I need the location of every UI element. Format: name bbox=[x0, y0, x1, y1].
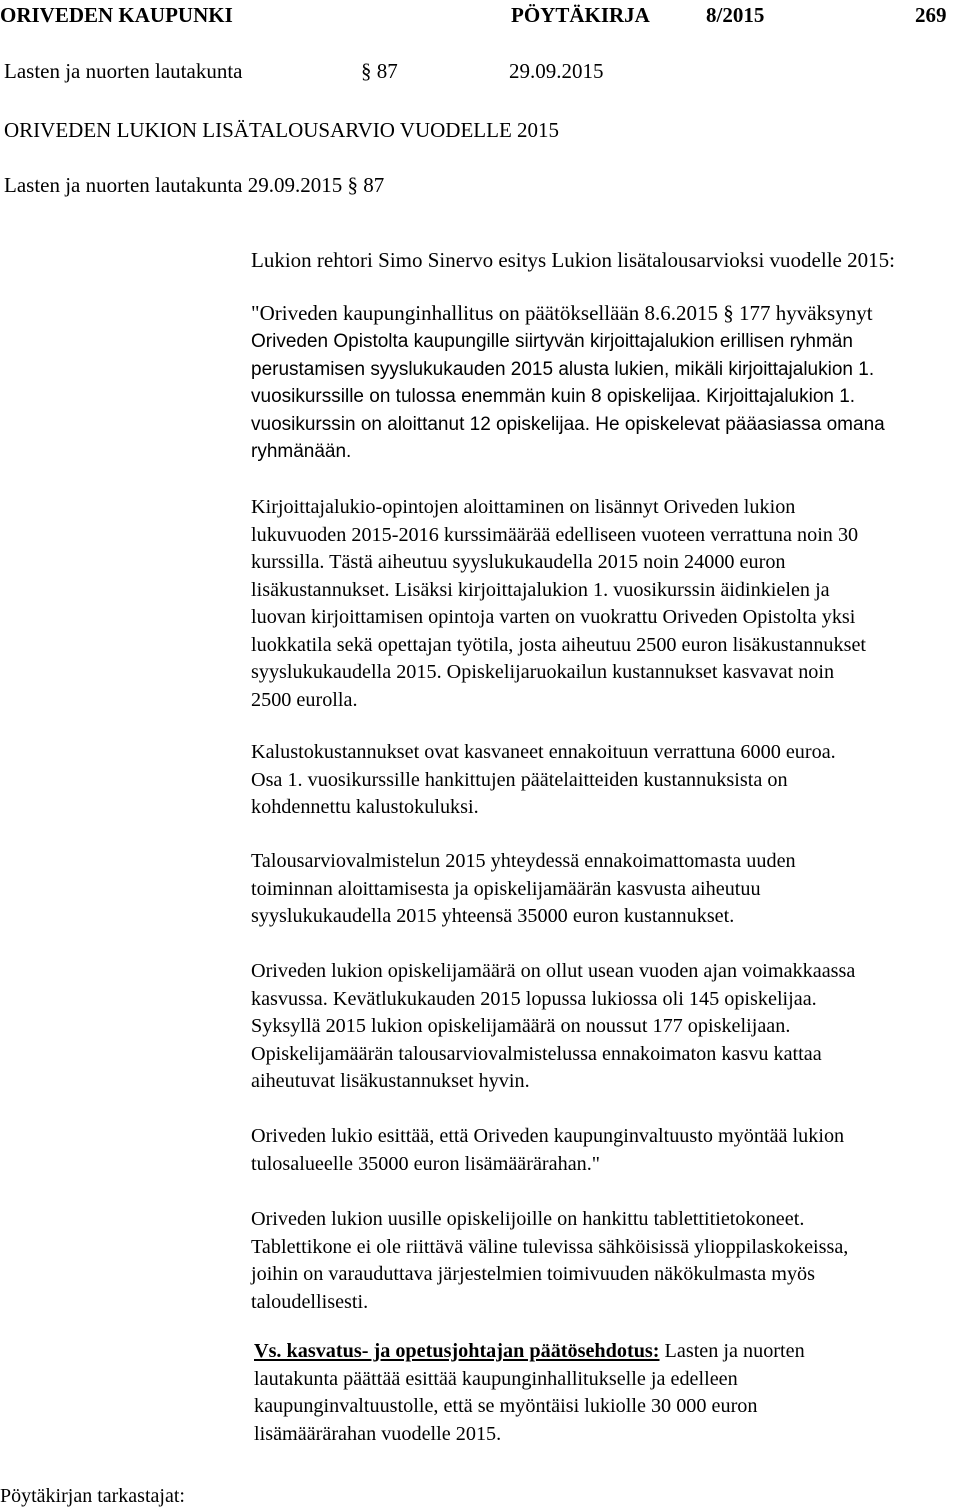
text-line: luokkatila sekä opettajan työtila, josta aiheutuu 2500 euron lisäkustannukset bbox=[251, 633, 867, 656]
quote-line: perustamisen syyslukukauden 2015 alusta lukien, mikäli kirjoittajalukion 1. bbox=[251, 358, 875, 380]
board-name: Lasten ja nuorten lautakunta bbox=[4, 59, 243, 83]
text-line: syyslukukaudella 2015 yhteensä 35000 euron kustannukset. bbox=[251, 905, 735, 927]
document-type: PÖYTÄKIRJA bbox=[511, 3, 650, 27]
text-line: Oriveden lukio esittää, että Oriveden kaupunginvaltuusto myöntää lukion bbox=[251, 1125, 845, 1147]
text-line: Tablettikone ei ole riittävä väline tulevissa sähköisissä ylioppilaskokeissa, bbox=[251, 1235, 849, 1258]
text-line: lisäkustannukset. Lisäksi kirjoittajalukion 1. vuosikurssin äidinkielen ja bbox=[251, 578, 830, 601]
quote-first-line: "Oriveden kaupunginhallitus on päätöksellään 8.6.2015 § 177 hyväksynyt bbox=[251, 301, 873, 325]
text-line: kaupunginvaltuustolle, että se myöntäisi lukiolle 30 000 euron bbox=[254, 1395, 758, 1417]
paragraph-budget bbox=[251, 848, 956, 931]
text-line: luovan kirjoittamisen opintoja varten on vuokrattu Oriveden Opistolta yksi bbox=[251, 606, 856, 628]
footer-inspectors: Pöytäkirjan tarkastajat: bbox=[0, 1485, 185, 1507]
proposal-first-text: Lasten ja nuorten bbox=[664, 1340, 805, 1362]
paragraph-students bbox=[251, 958, 956, 1096]
quote-line: vuosikurssille on tulossa enemmän kuin 8 opiskelijaa. Kirjoittajalukion 1. bbox=[251, 386, 856, 407]
issue-number: 8/2015 bbox=[706, 3, 765, 27]
text-line: kurssilla. Tästä aiheutuu syyslukukaudella 2015 noin 24000 euron bbox=[251, 551, 786, 573]
paragraph-tablets bbox=[251, 1206, 956, 1316]
text-line: Kalustokustannukset ovat kasvaneet ennakoituun verrattuna 6000 euroa. bbox=[251, 741, 836, 763]
text-line: lisämäärärahan vuodelle 2015. bbox=[254, 1422, 502, 1445]
text-line: syyslukukaudella 2015. Opiskelijaruokailun kustannukset kasvavat noin bbox=[251, 661, 835, 683]
text-line: Oriveden lukion uusille opiskelijoille on hankittu tablettitietokoneet. bbox=[251, 1208, 805, 1230]
proposal-first-line bbox=[254, 1338, 959, 1366]
text-line: Oriveden lukion opiskelijamäärä on ollut usean vuoden ajan voimakkaassa bbox=[251, 960, 856, 982]
document-title: ORIVEDEN LUKION LISÄTALOUSARVIO VUODELLE 2015 bbox=[4, 118, 560, 142]
text-line: Opiskelijamäärän talousarviovalmistelussa ennakoimaton kasvu kattaa bbox=[251, 1042, 822, 1065]
quote-block bbox=[251, 328, 956, 466]
intro-line: Lukion rehtori Simo Sinervo esitys Lukion lisätalousarvioksi vuodelle 2015: bbox=[251, 248, 895, 272]
decision-proposal bbox=[254, 1338, 959, 1448]
quote-line: Oriveden Opistolta kaupungille siirtyvän kirjoittajalukion erillisen ryhmän bbox=[251, 331, 853, 352]
text-line: Osa 1. vuosikurssille hankittujen päätelaitteiden kustannuksista on bbox=[251, 768, 788, 791]
paragraph-equipment bbox=[251, 739, 956, 822]
text-line: tulosalueelle 35000 euron lisämäärärahan." bbox=[251, 1152, 601, 1175]
text-line: joihin on varauduttava järjestelmien toimivuuden näkökulmasta myös bbox=[251, 1263, 816, 1285]
quote-line: vuosikurssin on aloittanut 12 opiskelijaa. He opiskelevat pääasiassa omana bbox=[251, 413, 885, 435]
org-name: ORIVEDEN KAUPUNKI bbox=[0, 3, 233, 27]
text-line: 2500 eurolla. bbox=[251, 688, 358, 711]
section-number: § 87 bbox=[361, 59, 398, 83]
paragraph-courses bbox=[251, 494, 956, 714]
reference-line: Lasten ja nuorten lautakunta 29.09.2015 § 87 bbox=[4, 173, 385, 197]
text-line: aiheutuvat lisäkustannukset hyvin. bbox=[251, 1070, 530, 1092]
text-line: lautakunta päättää esittää kaupunginhallitukselle ja edelleen bbox=[254, 1367, 738, 1390]
page-number: 269 bbox=[915, 3, 947, 27]
text-line: Syksyllä 2015 lukion opiskelijamäärä on noussut 177 opiskelijaan. bbox=[251, 1015, 791, 1037]
text-line: taloudellisesti. bbox=[251, 1290, 369, 1313]
text-line: kasvussa. Kevätlukukauden 2015 lopussa lukiossa oli 145 opiskelijaa. bbox=[251, 987, 817, 1010]
proposal-label: Vs. kasvatus- ja opetusjohtajan päätösehdotus: bbox=[254, 1340, 660, 1362]
text-line: kohdennettu kalustokuluksi. bbox=[251, 796, 479, 818]
text-line: Kirjoittajalukio-opintojen aloittaminen on lisännyt Oriveden lukion bbox=[251, 496, 796, 518]
meeting-date: 29.09.2015 bbox=[509, 59, 604, 83]
paragraph-request bbox=[251, 1123, 956, 1178]
text-line: lukuvuoden 2015-2016 kurssimäärää edelliseen vuoteen verrattuna noin 30 bbox=[251, 523, 859, 546]
text-line: toiminnan aloittamisesta ja opiskelijamäärän kasvusta aiheutuu bbox=[251, 877, 761, 900]
quote-line: ryhmänään. bbox=[251, 441, 352, 462]
text-line: Talousarviovalmistelun 2015 yhteydessä ennakoimattomasta uuden bbox=[251, 850, 796, 872]
